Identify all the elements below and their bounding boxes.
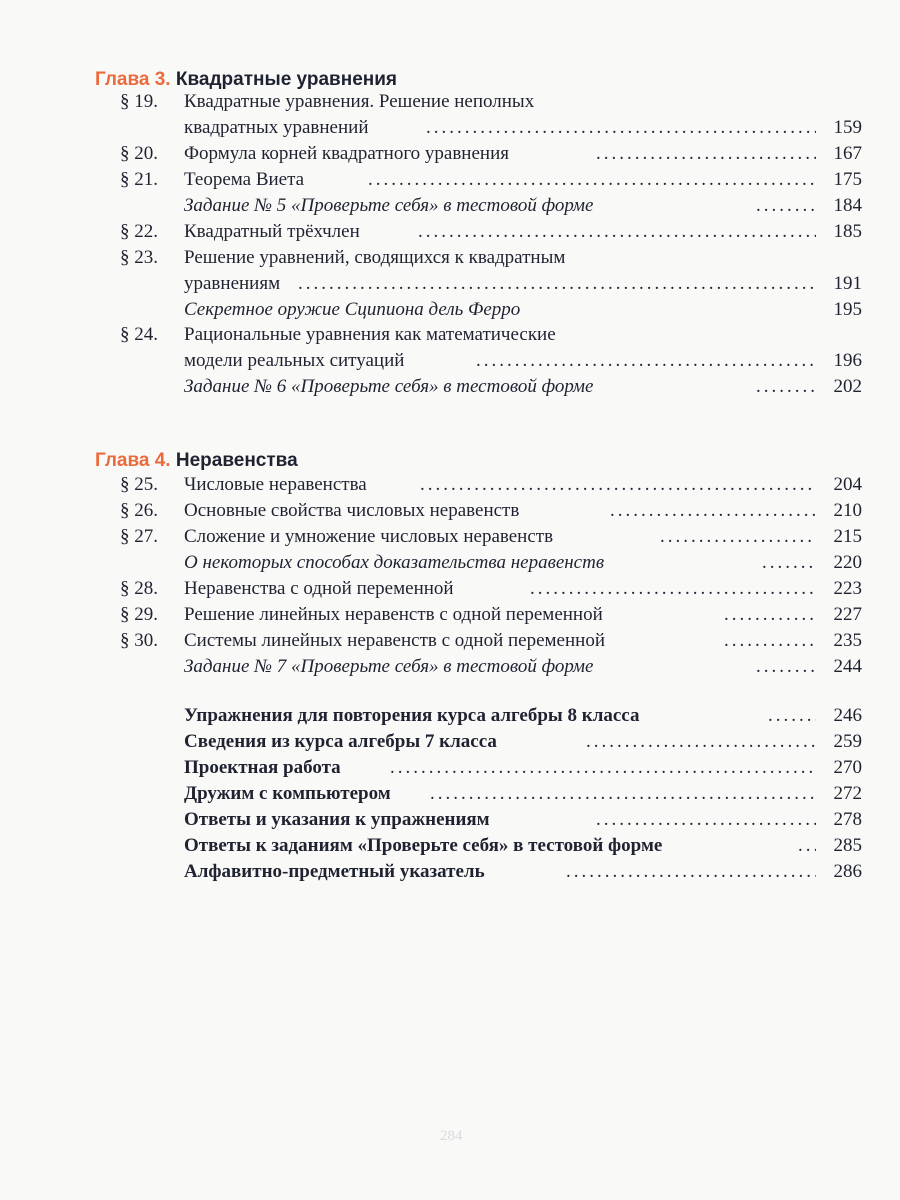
page-number: 159 [833,117,862,138]
entry-title: Числовые неравенства [184,474,367,495]
section-number: § 23. [120,247,158,268]
page-number: 278 [833,809,862,830]
leader-dots [724,628,816,654]
leader-dots [596,807,816,833]
toc-entry[interactable] [120,374,862,400]
leader-dots [298,271,816,297]
section-number: § 25. [120,474,158,495]
page-number: 204 [833,474,862,495]
section-number: § 20. [120,143,158,164]
leader-dots [798,833,816,859]
toc-entry[interactable] [120,322,862,348]
section-number: § 26. [120,500,158,521]
entry-title: Теорема Виета [184,169,305,190]
page-number: 167 [833,143,862,164]
leader-dots [724,602,816,628]
page-number: 285 [833,835,862,856]
toc-entry[interactable] [120,219,862,245]
page-number: 270 [833,757,862,778]
entry-title: Задание № 6 «Проверьте себя» в тестовой форме [184,376,594,397]
entry-title: Дружим с компьютером [184,783,391,804]
leader-dots [768,703,816,729]
section-number: § 19. [120,91,158,112]
leader-dots [586,729,816,755]
page-number: 220 [833,552,862,573]
chapter-4-heading [95,449,298,473]
toc-entry[interactable] [120,654,862,680]
entry-title: Сложение и умножение числовых неравенств [184,526,554,547]
page-number: 185 [833,221,862,242]
toc-entry[interactable] [120,498,862,524]
page-number: 184 [833,195,862,216]
toc-entry[interactable] [120,271,862,297]
toc-entry[interactable] [120,833,862,859]
toc-entry[interactable] [120,755,862,781]
entry-title: Рациональные уравнения как математические [184,324,556,345]
toc-entry[interactable] [120,628,862,654]
leader-dots [420,472,816,498]
toc-entry[interactable] [120,602,862,628]
toc-entry[interactable] [120,576,862,602]
entry-title: квадратных уравнений [184,117,369,138]
leader-dots [756,654,816,680]
entry-title: Задание № 5 «Проверьте себя» в тестовой форме [184,195,594,216]
toc-entry[interactable] [120,193,862,219]
page-number: 191 [833,273,862,294]
page-number: 223 [833,578,862,599]
chapter-number: Глава 3. [95,69,171,90]
toc-entry[interactable] [120,781,862,807]
leader-dots [426,115,816,141]
entry-title: Квадратный трёхчлен [184,221,360,242]
page-number: 202 [833,376,862,397]
entry-title: Секретное оружие Сципиона дель Ферро [184,299,521,320]
chapter-title: Неравенства [175,450,298,471]
page-number: 235 [833,630,862,651]
leader-dots [530,576,816,602]
entry-title: модели реальных ситуаций [184,350,405,371]
toc-entry[interactable] [120,141,862,167]
page-number: 244 [833,656,862,677]
section-number: § 24. [120,324,158,345]
toc-entry[interactable] [120,167,862,193]
chapter-number: Глава 4. [95,450,171,471]
page-number: 286 [833,861,862,882]
toc-entry[interactable] [120,297,862,323]
toc-entry[interactable] [120,807,862,833]
entry-title: Ответы к заданиям «Проверьте себя» в тестовой форме [184,835,663,856]
toc-entry[interactable] [120,472,862,498]
page-number: 210 [833,500,862,521]
leader-dots [566,859,816,885]
toc-entry[interactable] [120,245,862,271]
page-number: 175 [833,169,862,190]
entry-title: Квадратные уравнения. Решение неполных [184,91,535,112]
entry-title: Неравенства с одной переменной [184,578,454,599]
entry-title: О некоторых способах доказательства неравенств [184,552,605,573]
section-number: § 28. [120,578,158,599]
leader-dots [756,193,816,219]
leader-dots [756,374,816,400]
toc-entry[interactable] [120,729,862,755]
entry-title: Основные свойства числовых неравенств [184,500,520,521]
entry-title: Задание № 7 «Проверьте себя» в тестовой форме [184,656,594,677]
toc-entry[interactable] [120,550,862,576]
entry-title: Сведения из курса алгебры 7 класса [184,731,497,752]
page-number: 196 [833,350,862,371]
entry-title: Решение линейных неравенств с одной переменной [184,604,603,625]
entry-title: Системы линейных неравенств с одной переменной [184,630,605,651]
entry-title: Формула корней квадратного уравнения [184,143,509,164]
entry-title: Решение уравнений, сводящихся к квадратным [184,247,566,268]
leader-dots [660,524,816,550]
entry-title: Алфавитно-предметный указатель [184,861,485,882]
toc-entry[interactable] [120,859,862,885]
page-footer-number: 284 [440,1128,463,1144]
leader-dots [596,141,816,167]
toc-entry[interactable] [120,524,862,550]
entry-title: Ответы и указания к упражнениям [184,809,490,830]
leader-dots [476,348,816,374]
toc-entry[interactable] [120,348,862,374]
toc-entry[interactable] [120,115,862,141]
page-number: 246 [833,705,862,726]
leader-dots [430,781,816,807]
toc-entry[interactable] [120,703,862,729]
leader-dots [762,550,816,576]
entry-title: Упражнения для повторения курса алгебры 8 класса [184,705,640,726]
section-number: § 21. [120,169,158,190]
page-number: 259 [833,731,862,752]
entry-title: Проектная работа [184,757,341,778]
toc-entry[interactable] [120,89,862,115]
section-number: § 30. [120,630,158,651]
page-number: 227 [833,604,862,625]
leader-dots [418,219,816,245]
section-number: § 27. [120,526,158,547]
leader-dots [610,498,816,524]
section-number: § 22. [120,221,158,242]
chapter-title: Квадратные уравнения [175,69,398,90]
page-number: 215 [833,526,862,547]
page-number: 272 [833,783,862,804]
page-number: 195 [833,299,862,320]
leader-dots [368,167,816,193]
section-number: § 29. [120,604,158,625]
entry-title: уравнениям [184,273,281,294]
leader-dots [390,755,816,781]
